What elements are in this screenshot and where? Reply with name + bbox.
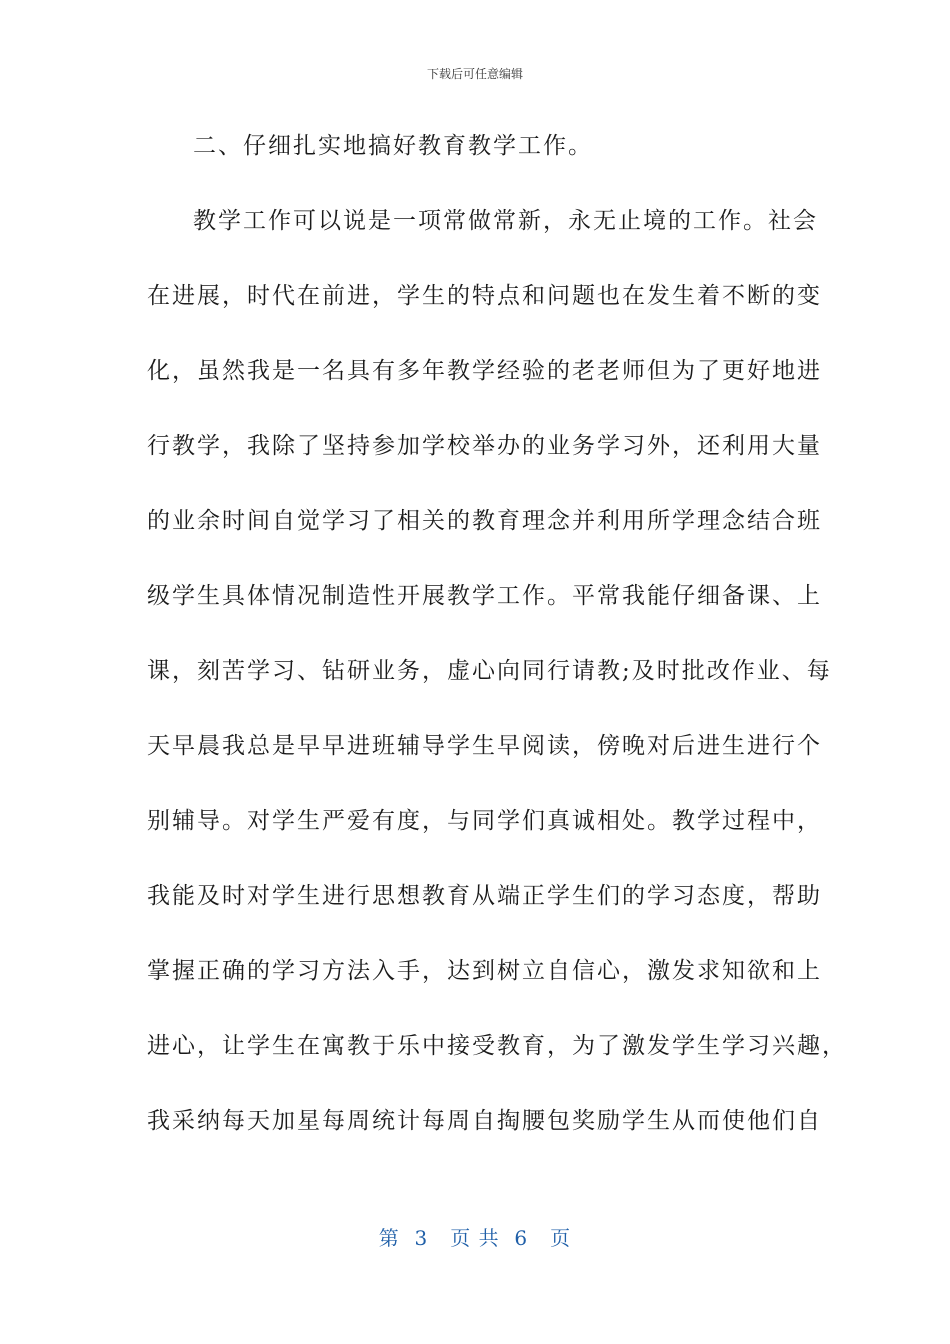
paragraph-line: 行教学，我除了坚持参加学校举办的业务学习外，还利用大量	[147, 433, 822, 459]
paragraph-line: 进心，让学生在寓教于乐中接受教育，为了激发学生学习兴趣，	[147, 1033, 847, 1059]
paragraph-line: 掌握正确的学习方法入手，达到树立自信心，激发求知欲和上	[147, 958, 822, 984]
page-header-note: 下载后可任意编辑	[426, 67, 523, 81]
page-number-footer: 第 3 页 共 6 页	[378, 1226, 572, 1250]
paragraph-line: 别辅导。对学生严爱有度，与同学们真诚相处。教学过程中，	[147, 808, 822, 834]
paragraph-line: 我能及时对学生进行思想教育从端正学生们的学习态度，帮助	[147, 883, 822, 909]
document-body	[147, 118, 847, 1168]
paragraph-line: 教学工作可以说是一项常做常新，永无止境的工作。社会	[193, 208, 818, 234]
section-heading: 二、仔细扎实地搞好教育教学工作。	[193, 133, 593, 159]
paragraph-line: 在进展，时代在前进，学生的特点和问题也在发生着不断的变	[147, 283, 822, 309]
paragraph-line: 级学生具体情况制造性开展教学工作。平常我能仔细备课、上	[147, 583, 822, 609]
paragraph-line: 的业余时间自觉学习了相关的教育理念并利用所学理念结合班	[147, 508, 822, 534]
paragraph-line: 我采纳每天加星每周统计每周自掏腰包奖励学生从而使他们自	[147, 1108, 822, 1134]
paragraph-line: 天早晨我总是早早进班辅导学生早阅读，傍晚对后进生进行个	[147, 733, 822, 759]
paragraph-line: 课，刻苦学习、钻研业务，虚心向同行请教;及时批改作业、每	[147, 658, 832, 684]
paragraph-line: 化，虽然我是一名具有多年教学经验的老老师但为了更好地进	[147, 358, 822, 384]
